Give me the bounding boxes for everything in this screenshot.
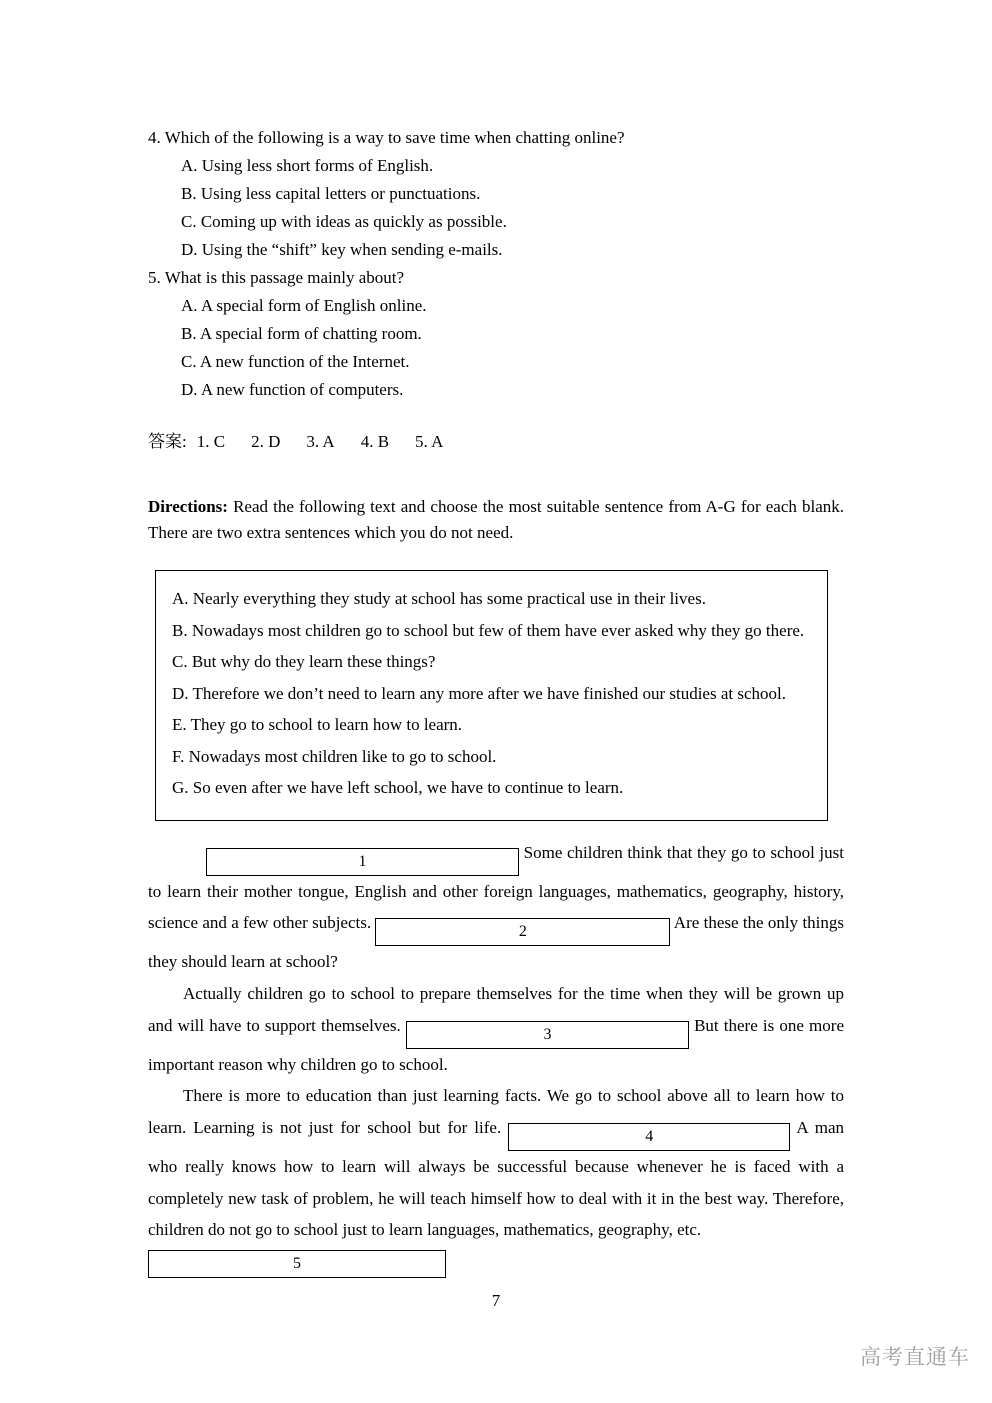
answer-key-label: 答案: — [148, 432, 187, 451]
question-4-option-a: A. Using less short forms of English. — [181, 156, 434, 175]
bank-sentence-e: E. They go to school to learn how to learn. — [172, 715, 463, 734]
blank-box-1: 1 — [206, 848, 519, 876]
bank-sentence-f: F. Nowadays most children like to go to school. — [172, 746, 497, 766]
answer-item-5: 5. A — [415, 432, 444, 451]
passage-3-text-a: There is more to education than just learning facts. We go to school above all to learn how to learn. Learning is not just for school but for life. — [148, 1086, 844, 1138]
answer-item-3: 3. A — [306, 432, 335, 451]
directions-text: Read the following text and choose the most suitable sentence from A-G for each blank. There are two extra sentences which you do not need. — [148, 497, 845, 542]
bank-sentence-g: G. So even after we have left school, we have to continue to learn. — [172, 778, 624, 797]
bank-sentence-c: C. But why do they learn these things? — [172, 652, 436, 671]
page-number: 7 — [491, 1291, 501, 1310]
question-block — [148, 124, 844, 404]
blank-box-5: 5 — [148, 1250, 446, 1278]
answer-key-line — [148, 428, 844, 456]
cloze-passage — [148, 837, 844, 1279]
bank-sentence-b: B. Nowadays most children go to school but few of them have ever asked why they go there. — [172, 620, 805, 640]
question-5-option-b: B. A special form of chatting room. — [181, 324, 422, 343]
blank-box-3: 3 — [406, 1021, 689, 1049]
directions-label: Directions: — [148, 497, 228, 516]
watermark-text: 高考直通车 — [860, 1345, 970, 1369]
passage-2-text-b: But there is one more important reason why children go to school. — [148, 1015, 844, 1074]
passage-2-text-a: Actually children go to school to prepare themselves for the time when they will be grown up and will have to support themselves. — [148, 983, 844, 1035]
blank-box-4: 4 — [508, 1123, 790, 1151]
bank-sentence-a: A. Nearly everything they study at school has some practical use in their lives. — [172, 589, 706, 608]
directions-paragraph — [148, 494, 844, 546]
passage-1-text-b: Are these the only things they should learn at school? — [148, 913, 845, 972]
blank-box-2: 2 — [375, 918, 670, 946]
question-4-text: 4. Which of the following is a way to save time when chatting online? — [148, 128, 625, 147]
sentence-bank-box — [155, 570, 828, 821]
question-5-text: 5. What is this passage mainly about? — [148, 268, 405, 287]
passage-paragraph-3 — [148, 1080, 844, 1246]
passage-1-text-a: Some children think that they go to school just to learn their mother tongue, English and other foreign languages, mathematics, geography, history, science and a few other subjects. — [148, 842, 844, 933]
question-4-option-c: C. Coming up with ideas as quickly as possible. — [181, 212, 507, 231]
passage-paragraph-1 — [148, 837, 844, 978]
answer-item-2: 2. D — [251, 432, 281, 451]
document-page — [148, 124, 844, 1278]
question-4-option-b: B. Using less capital letters or punctuations. — [181, 184, 481, 203]
answer-item-4: 4. B — [360, 432, 390, 451]
answer-item-1: 1. C — [196, 432, 226, 451]
question-5-option-a: A. A special form of English online. — [181, 296, 427, 315]
question-5-option-d: D. A new function of computers. — [181, 380, 404, 399]
question-5-option-c: C. A new function of the Internet. — [181, 352, 410, 371]
bank-sentence-d: D. Therefore we don’t need to learn any more after we have finished our studies at school. — [172, 683, 786, 703]
passage-3-text-b: A man who really knows how to learn will always be successful because whenever he is faced with a completely new task of problem, he will teach himself how to deal with it in the best way. Therefore, children do not go to school just to learn languages, mathematics, geography, etc. — [148, 1118, 845, 1240]
passage-paragraph-2 — [148, 978, 844, 1080]
question-4-option-d: D. Using the “shift” key when sending e-mails. — [181, 240, 503, 259]
